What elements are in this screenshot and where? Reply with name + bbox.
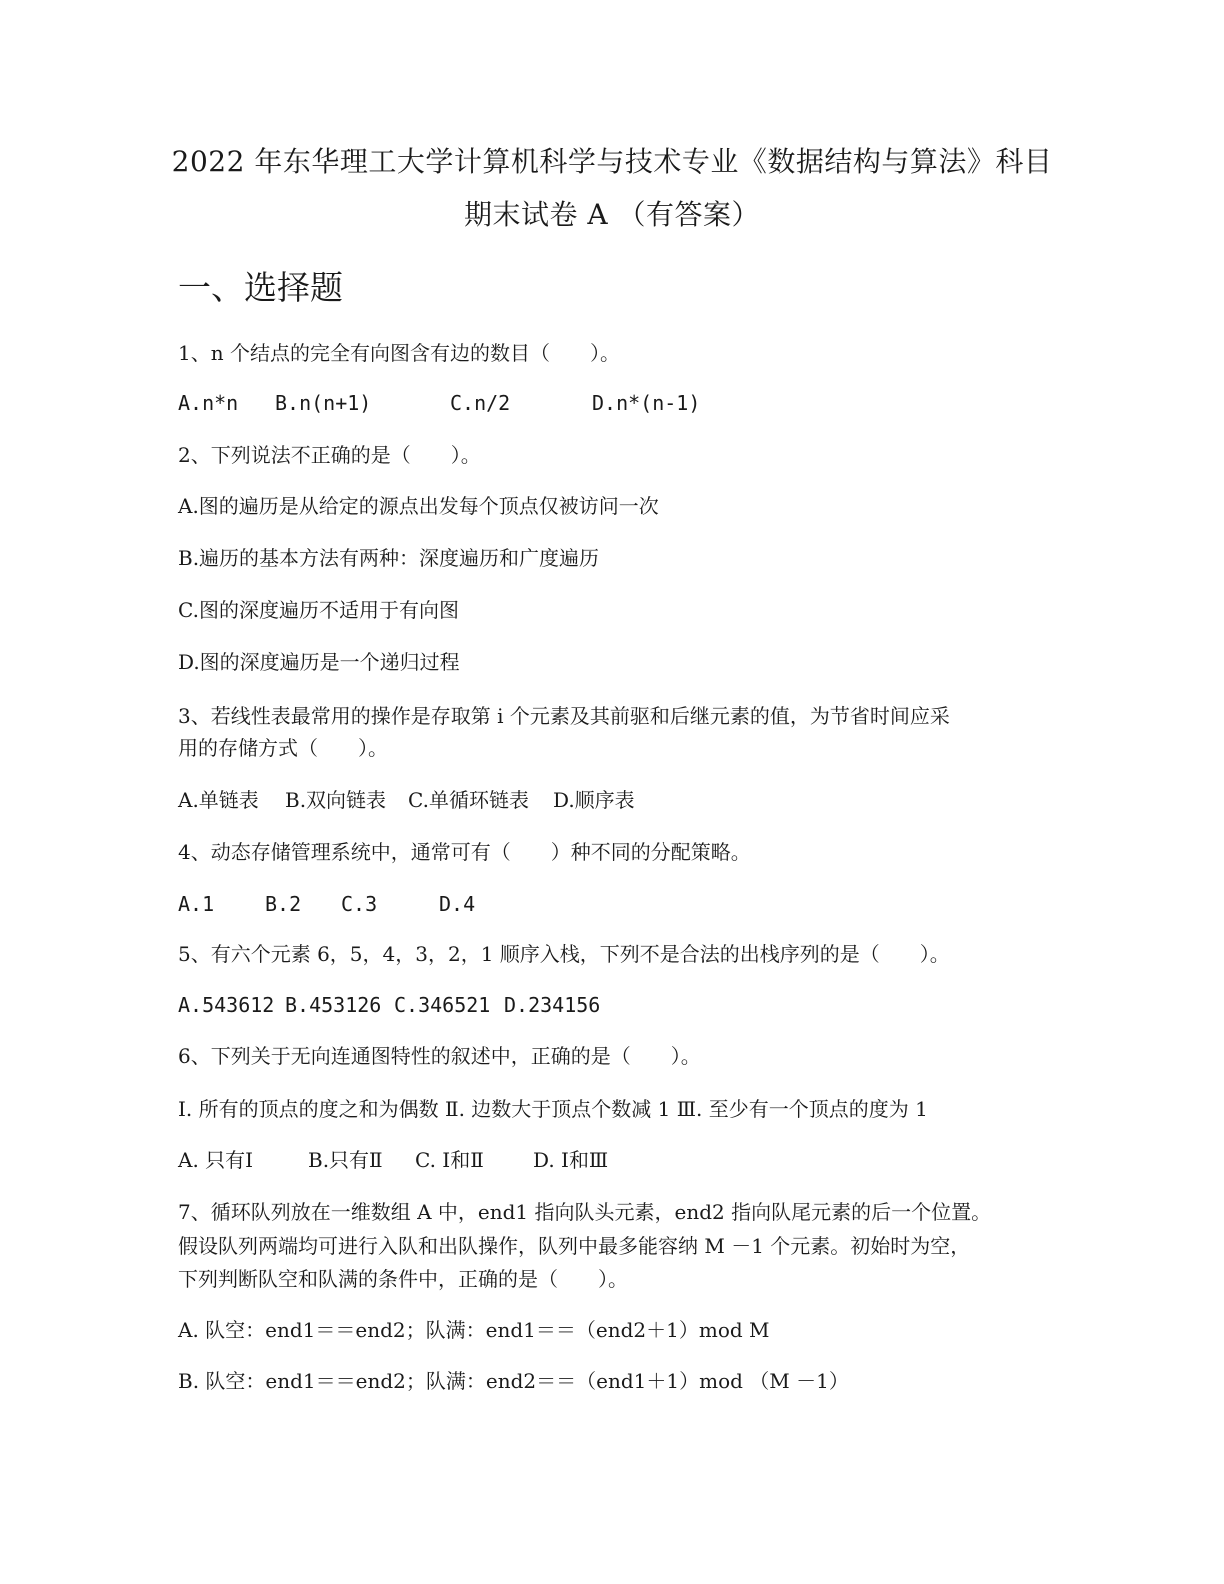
question-2-option-d: D.图的深度遍历是一个递归过程 (178, 650, 460, 674)
option-c: C.n/2 (450, 391, 511, 415)
question-7-stem-line2: 假设队列两端均可进行入队和出队操作，队列中最多能容纳 M －1 个元素。初始时为空， (178, 1234, 971, 1258)
question-3-stem-line1: 3、若线性表最常用的操作是存取第 i 个元素及其前驱和后继元素的值，为节省时间应采 (178, 704, 950, 728)
question-3-stem-line2: 用的存储方式（ ）。 (178, 736, 388, 760)
option-d: D.234156 (504, 993, 601, 1017)
question-5-stem: 5、有六个元素 6，5，4，3，2，1 顺序入栈，下列不是合法的出栈序列的是（ ）。 (178, 942, 950, 966)
question-2-option-b: B.遍历的基本方法有两种：深度遍历和广度遍历 (178, 546, 600, 570)
option-c: C.3 (341, 892, 378, 916)
option-c: C. Ⅰ和Ⅱ (415, 1148, 484, 1172)
question-2-option-a: A.图的遍历是从给定的源点出发每个顶点仅被访问一次 (178, 494, 659, 518)
option-d: D. Ⅰ和Ⅲ (533, 1148, 609, 1172)
question-7-stem-line3: 下列判断队空和队满的条件中，正确的是（ ）。 (178, 1267, 628, 1291)
option-b: B.n(n+1) (275, 391, 372, 415)
option-c: C.单循环链表 (408, 788, 529, 812)
option-b: B.双向链表 (285, 788, 387, 812)
option-b: B.2 (265, 892, 302, 916)
question-7-option-a: A. 队空：end1＝＝end2；队满：end1＝＝（end2＋1）mod M (178, 1318, 770, 1342)
section-heading: 一、选择题 (178, 268, 343, 307)
exam-title-line1: 2022 年东华理工大学计算机科学与技术专业《数据结构与算法》科目 (171, 145, 1053, 178)
option-a: A.单链表 (178, 788, 259, 812)
option-a: A.543612 (178, 993, 275, 1017)
option-b: B.只有Ⅱ (308, 1148, 383, 1172)
option-c: C.346521 (394, 993, 491, 1017)
option-a: A. 只有Ⅰ (178, 1148, 254, 1172)
option-d: D.顺序表 (553, 788, 635, 812)
question-6-statements: Ⅰ. 所有的顶点的度之和为偶数 Ⅱ. 边数大于顶点个数减 1 Ⅲ. 至少有一个顶点的度为 1 (178, 1097, 928, 1121)
option-b: B.453126 (285, 993, 382, 1017)
question-7-stem-line1: 7、循环队列放在一维数组 A 中，end1 指向队头元素，end2 指向队尾元素的后一个位置。 (178, 1200, 992, 1224)
option-d: D.n*(n-1) (592, 391, 701, 415)
question-2-option-c: C.图的深度遍历不适用于有向图 (178, 598, 459, 622)
exam-title-line2: 期末试卷 A （有答案） (463, 198, 761, 231)
option-d: D.4 (439, 892, 476, 916)
question-7-option-b: B. 队空：end1＝＝end2；队满：end2＝＝（end1＋1）mod （M －1） (178, 1369, 849, 1393)
option-a: A.1 (178, 892, 215, 916)
question-2-stem: 2、下列说法不正确的是（ ）。 (178, 443, 481, 467)
option-a: A.n*n (178, 391, 239, 415)
question-4-stem: 4、动态存储管理系统中，通常可有（ ）种不同的分配策略。 (178, 840, 751, 864)
question-6-stem: 6、下列关于无向连通图特性的叙述中，正确的是（ ）。 (178, 1044, 701, 1068)
question-1-stem: 1、n 个结点的完全有向图含有边的数目（ ）。 (178, 341, 620, 365)
